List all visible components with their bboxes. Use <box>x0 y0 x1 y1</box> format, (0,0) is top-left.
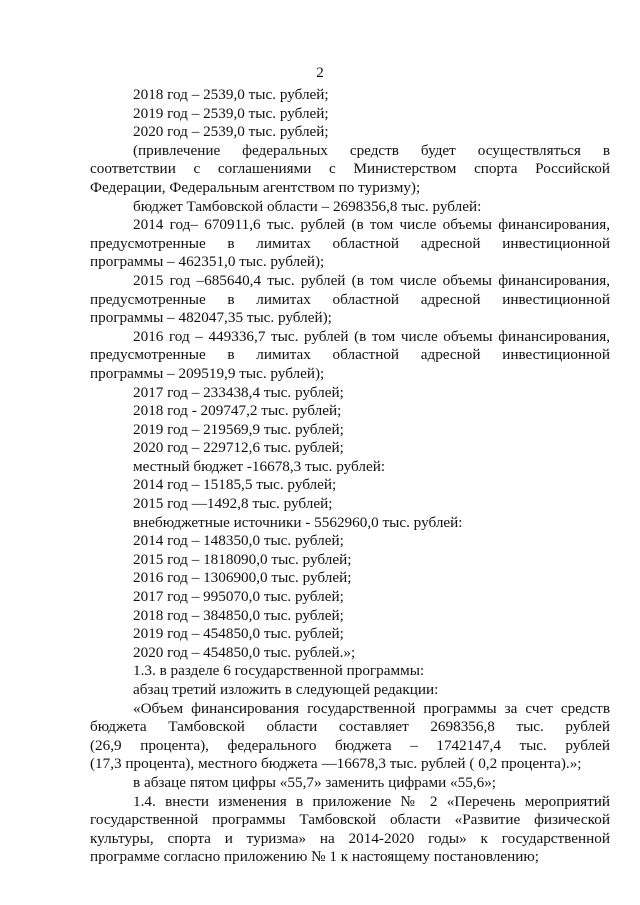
text-line: 2014 год – 15185,5 тыс. рублей; <box>133 476 337 494</box>
text-line: (17,3 процента), местного бюджета —16678,3 тыс. рублей ( 0,2 процента).»; <box>90 755 582 773</box>
text-line: 2015 год –685640,4 тыс. рублей (в том числе объемы финансирования, <box>133 271 610 289</box>
text-line: культуры, спорта и туризма» на 2014-2020 годы» к государственной <box>90 829 610 847</box>
text-line: 2020 год – 2539,0 тыс. рублей; <box>133 123 329 141</box>
text-line: программы – 482047,35 тыс. рублей); <box>90 309 332 327</box>
text-line: 2018 год – 384850,0 тыс. рублей; <box>133 606 344 624</box>
text-line: 2015 год —1492,8 тыс. рублей; <box>133 495 333 513</box>
text-line: 2019 год – 2539,0 тыс. рублей; <box>133 104 329 122</box>
document-body <box>90 86 610 867</box>
text-line: (привлечение федеральных средств будет осуществляться в <box>133 141 610 159</box>
text-line: бюджет Тамбовской области – 2698356,8 тыс. рублей: <box>133 197 482 215</box>
text-line: (26,9 процента), федерального бюджета – 1742147,4 тыс. рублей <box>90 736 610 754</box>
text-line: программы – 209519,9 тыс. рублей); <box>90 364 325 382</box>
text-line: 2018 год – 2539,0 тыс. рублей; <box>133 86 329 103</box>
text-line: 2019 год – 219569,9 тыс. рублей; <box>133 420 344 438</box>
text-line: государственной программы Тамбовской области «Развитие физической <box>90 811 610 829</box>
text-line: 1.4. внести изменения в приложение № 2 «Перечень мероприятий <box>133 792 610 810</box>
text-line: 2014 год – 148350,0 тыс. рублей; <box>133 532 344 550</box>
page-number: 2 <box>316 64 324 81</box>
text-line: 2017 год – 995070,0 тыс. рублей; <box>133 588 344 606</box>
text-line: соответствии с соглашениями с Министерством спорта Российской <box>90 160 610 178</box>
text-line: предусмотренные в лимитах областной адресной инвестиционной <box>90 290 610 308</box>
text-line: 1.3. в разделе 6 государственной программы: <box>133 662 425 680</box>
text-line: абзац третий изложить в следующей редакции: <box>133 681 439 698</box>
text-line: местный бюджет -16678,3 тыс. рублей: <box>133 457 386 475</box>
text-line: предусмотренные в лимитах областной адресной инвестиционной <box>90 234 610 252</box>
text-line: бюджета Тамбовской области составляет 2698356,8 тыс. рублей <box>90 718 610 736</box>
text-line: предусмотренные в лимитах областной адресной инвестиционной <box>90 346 610 364</box>
text-line: 2014 год– 670911,6 тыс. рублей (в том числе объемы финансирования, <box>133 216 610 234</box>
text-line: «Объем финансирования государственной программы за счет средств <box>133 699 610 717</box>
text-line: 2020 год – 229712,6 тыс. рублей; <box>133 439 344 457</box>
text-line: в абзаце пятом цифры «55,7» заменить цифрами «55,6»; <box>133 773 497 791</box>
text-line: 2017 год – 233438,4 тыс. рублей; <box>133 383 344 401</box>
text-line: Федерации, Федеральным агентством по туризму); <box>90 178 421 196</box>
text-line: внебюджетные источники - 5562960,0 тыс. рублей: <box>133 513 463 531</box>
text-line: программе согласно приложению № 1 к настоящему постановлению; <box>90 848 539 866</box>
text-line: 2015 год – 1818090,0 тыс. рублей; <box>133 550 352 568</box>
text-line: 2019 год – 454850,0 тыс. рублей; <box>133 625 344 643</box>
text-line: 2020 год – 454850,0 тыс. рублей.»; <box>133 643 356 661</box>
text-line: 2018 год - 209747,2 тыс. рублей; <box>133 402 342 420</box>
text-line: 2016 год – 1306900,0 тыс. рублей; <box>133 569 352 587</box>
text-line: 2016 год – 449336,7 тыс. рублей (в том числе объемы финансирования, <box>133 327 610 345</box>
text-line: программы – 462351,0 тыс. рублей); <box>90 253 325 271</box>
